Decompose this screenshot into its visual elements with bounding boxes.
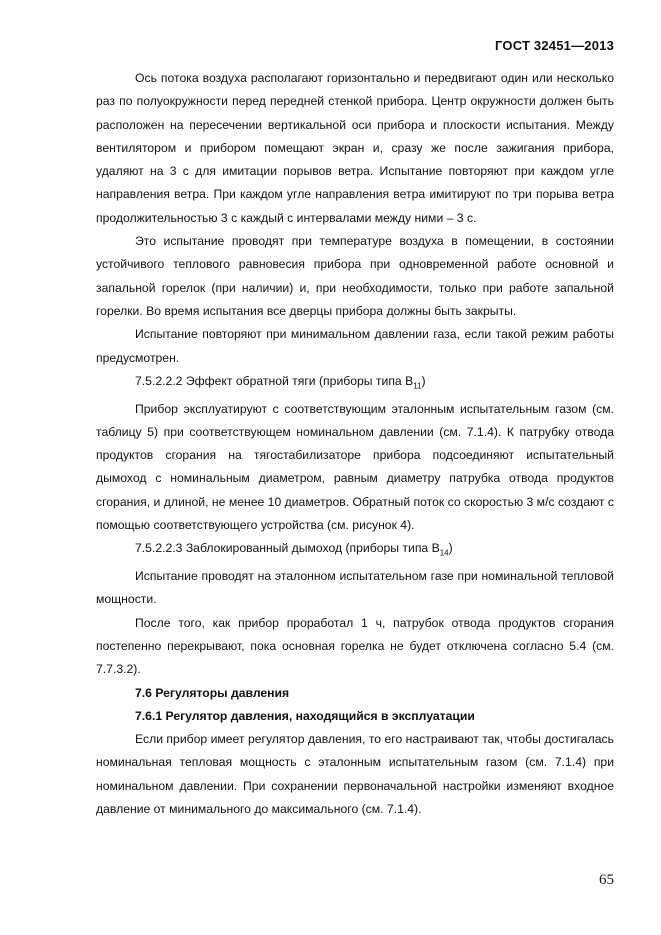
page-number: 65 [599,872,614,888]
heading-7-6: 7.6 Регуляторы давления [135,685,290,700]
subscript: 14 [439,548,449,558]
clause-title: 7.5.2.2.3 Заблокированный дымоход (приборы типа B [135,541,440,556]
subscript: 11 [413,381,422,391]
paragraph-reference-gas: Испытание проводят на эталонном испытательном газе при номинальной тепловой мощности. [96,569,614,607]
clause-7-5-2-2-3: 7.5.2.2.3 Заблокированный дымоход (приборы типа $B_{14}$) [135,541,453,558]
paragraph-blocked-flue: После того, как прибор проработал 1 ч, патрубок отвода продуктов сгорания постепенно перекрывают, пока основная горелка не будет отключена согласно 5.4 (см. 7.7.3.2). [96,615,614,677]
paragraph-backdraft: Прибор эксплуатируют с соответствующим эталонным испытательным газом (см. таблицу 5) при соответствующем номинальном давлении (см. 7.1.4). К патрубку отвода продуктов сгорания на тягостабилизаторе прибора подсоединяют испытательный дымоход с номинальным диаметром, равным диаметру патрубка отвода продуктов сгорания, и длиной, не менее 10 диаметров. Обратный поток со скоростью 3 м/с создают с помощью соответствующего устройства (см. рисунок 4). [96,401,614,533]
document-id: ГОСТ 32451—2013 [495,38,614,53]
clause-title: 7.5.2.2.2 Эффект обратной тяги (приборы типа B [135,373,414,388]
paragraph-room-temperature: Это испытание проводят при температуре воздуха в помещении, в состоянии устойчивого теплового равновесия прибора при одновременной работе основной и запальной горелок (при наличии) и, при необходимости, только при работе запальной горелки. Во время испытания все дверцы прибора должны быть закрыты. [96,234,614,318]
clause-7-5-2-2-2: 7.5.2.2.2 Эффект обратной тяги (приборы типа $B_{11}$) [135,373,426,391]
paragraph-wind-test: Ось потока воздуха располагают горизонтально и передвигают один или несколько раз по полуокружности перед передней стенкой прибора. Центр окружности должен быть расположен на пересечении вертикальной оси прибора и плоскости испытания. Между вентилятором и прибором помещают экран и, сразу же после зажигания прибора, удаляют на 3 с для имитации порывов ветра. Испытание повторяют при каждом угле направления ветра. При каждом угле направления ветра имитируют по три порыва ветра продолжительностью 3 с каждый с интервалами между ними – 3 с. [96,71,614,225]
body-text [96,67,614,821]
paragraph-pressure-regulator: Если прибор имеет регулятор давления, то его настраивают так, чтобы достигалась номинальная тепловая мощность с эталонным испытательным газом (см. 7.1.4) при номинальном давлении. При сохранении первоначальной настройки изменяют входное давление от минимального до максимального (см. 7.1.4). [96,732,614,817]
heading-7-6-1: 7.6.1 Регулятор давления, находящийся в эксплуатации [135,708,475,723]
paragraph-min-pressure: Испытание повторяют при минимальном давлении газа, если такой режим работы предусмотрен. [96,327,614,365]
